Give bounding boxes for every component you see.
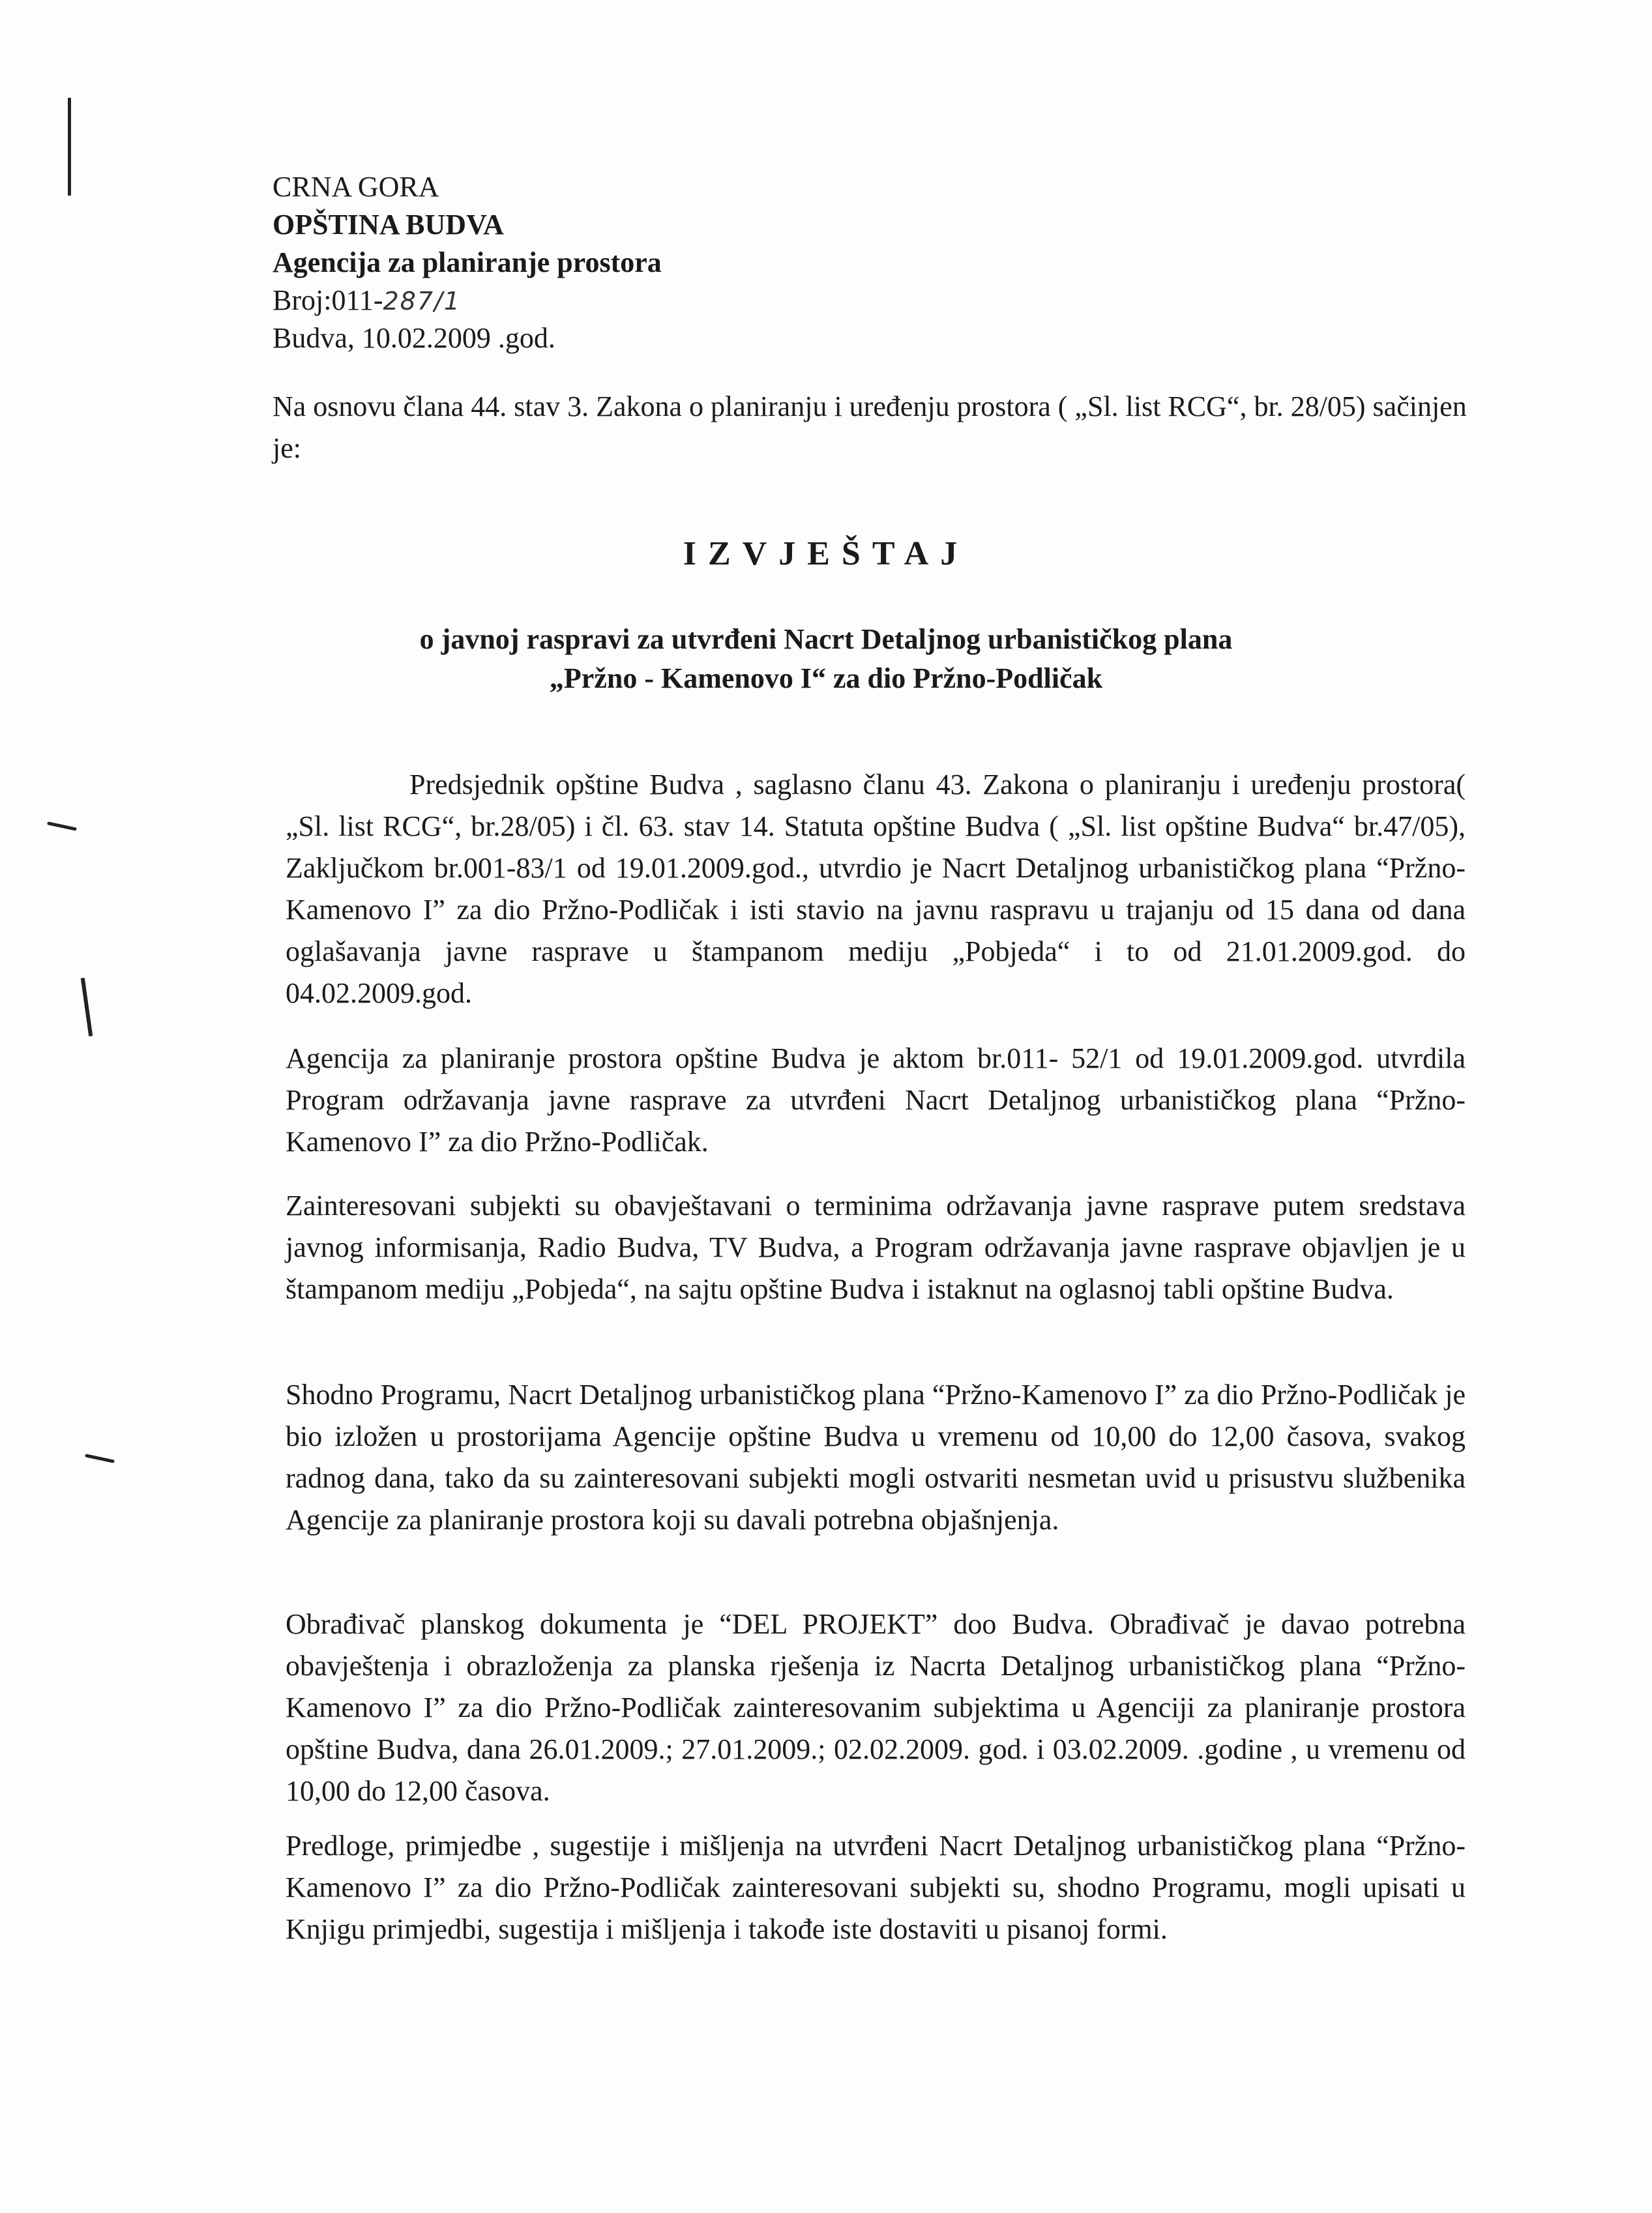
legal-basis-intro: Na osnovu člana 44. stav 3. Zakona o planiranju i uređenju prostora ( „Sl. list RCG“, br. 28/05) sačinjen je:	[273, 390, 1467, 464]
document-title: IZVJEŠTAJ	[683, 535, 969, 572]
country-name: CRNA GORA	[273, 171, 439, 203]
document-number	[273, 282, 461, 320]
scan-mark-punch-2	[81, 978, 93, 1036]
scan-mark-punch-3	[85, 1454, 115, 1463]
paragraph-5: Obrađivač planskog dokumenta je “DEL PROJEKT” doo Budva. Obrađivač je davao potrebna obavještenja i obrazloženja za planska rješenja iz Nacrta Detaljnog urbanističkog plana “Pržno-Kamenovo I” za dio Pržno-Podličak zainteresovanim subjektima u Agenciji za planiranje prostora opštine Budva, dana 26.01.2009.; 27.01.2009.; 02.02.2009. god. i 03.02.2009. .godine , u vremenu od 10,00 do 12,00 časova.	[286, 1608, 1466, 1807]
agency-name: Agencija za planiranje prostora	[273, 246, 662, 278]
subtitle-line-2: „Pržno - Kamenovo I“ za dio Pržno-Podličak	[549, 662, 1103, 694]
paragraph-1: Predsjednik opštine Budva , saglasno članu 43. Zakona o planiranju i uređenju prostora( „Sl. list RCG“, br.28/05) i čl. 63. stav 14. Statuta opštine Budva ( „Sl. list opštine Budva“ br.47/05), Zaključkom br.001-83/1 od 19.01.2009.god., utvrdio je Nacrt Detaljnog urbanističkog plana “Pržno-Kamenovo I” za dio Pržno-Podličak i isti stavio na javnu raspravu u trajanju od 15 dana od dana oglašavanja javne rasprave u štampanom mediju „Pobjeda“ i to od 21.01.2009.god. do 04.02.2009.god.	[286, 769, 1466, 1009]
paragraph-4: Shodno Programu, Nacrt Detaljnog urbanističkog plana “Pržno-Kamenovo I” za dio Pržno-Podličak je bio izložen u prostorijama Agencije opštine Budva u vremenu od 10,00 do 12,00 časova, svakog radnog dana, tako da su zainteresovani subjekti mogli ostvariti nesmetan uvid u prisustvu službenika Agencije za planiranje prostora koji su davali potrebna objašnjenja.	[286, 1379, 1466, 1536]
scan-mark-punch-1	[47, 821, 77, 830]
paragraph-3: Zainteresovani subjekti su obavještavani o terminima održavanja javne rasprave putem sredstava javnog informisanja, Radio Budva, TV Budva, a Program održavanja javne rasprave objavljen je u štampanom mediju „Pobjeda“, na sajtu opštine Budva i istaknut na oglasnoj tabli opštine Budva.	[286, 1190, 1466, 1305]
subtitle-line-1: o javnoj raspravi za utvrđeni Nacrt Detaljnog urbanističkog plana	[419, 623, 1233, 655]
scan-mark-left-bar	[68, 98, 71, 196]
document-date: Budva, 10.02.2009 .god.	[273, 322, 555, 354]
paragraph-2: Agencija za planiranje prostora opštine Budva je aktom br.011- 52/1 od 19.01.2009.god. utvrdila Program održavanja javne rasprave za utvrđeni Nacrt Detaljnog urbanističkog plana “Pržno-Kamenovo I” za dio Pržno-Podličak.	[286, 1042, 1466, 1158]
document-number-handwritten: 287/1	[383, 287, 461, 315]
paragraph-6: Predloge, primjedbe , sugestije i mišljenja na utvrđeni Nacrt Detaljnog urbanističkog plana “Pržno-Kamenovo I” za dio Pržno-Podličak zainteresovani subjekti su, shodno Programu, mogli upisati u Knjigu primjedbi, sugestija i mišljenja i takođe iste dostaviti u pisanoj formi.	[286, 1830, 1466, 1945]
municipality-name: OPŠTINA BUDVA	[273, 209, 504, 241]
document-number-prefix: Broj:011-	[273, 284, 383, 316]
